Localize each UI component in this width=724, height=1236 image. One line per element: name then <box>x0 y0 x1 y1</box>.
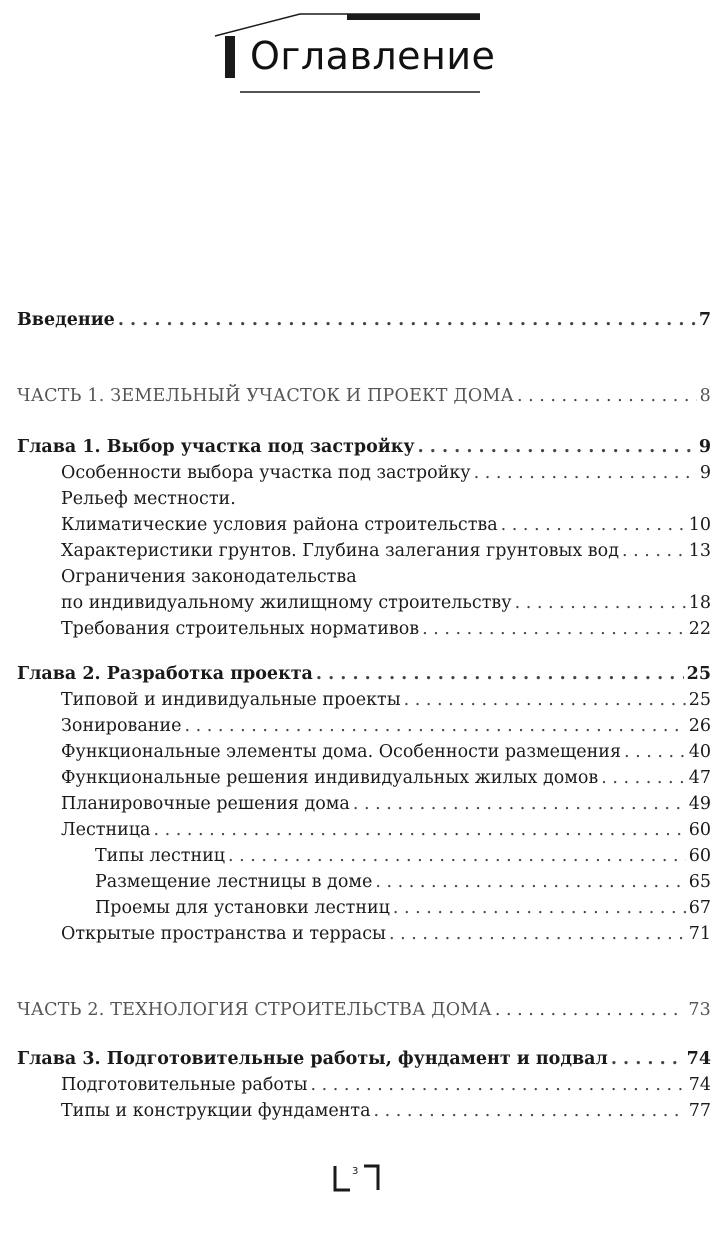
toc-entry[interactable] <box>17 590 711 616</box>
dot-leader <box>495 997 685 1023</box>
toc-entry[interactable] <box>17 538 711 564</box>
toc-entry-title: Особенности выбора участка под застройку <box>61 463 471 483</box>
toc-entry-title: ЧАСТЬ 2. ТЕХНОЛОГИЯ СТРОИТЕЛЬСТВА ДОМА <box>17 1000 492 1020</box>
toc-entry-title: Рельеф местности. <box>61 489 236 509</box>
toc-entry-page: 47 <box>688 768 711 788</box>
dot-leader <box>611 1046 684 1072</box>
toc-entry-page: 67 <box>688 898 711 918</box>
toc-entry-page: 60 <box>688 846 711 866</box>
toc-entry[interactable] <box>17 616 711 642</box>
toc-entry-page: 77 <box>688 1101 711 1121</box>
toc-entry-page: 73 <box>688 1000 711 1020</box>
toc-entry[interactable] <box>17 512 711 538</box>
toc-entry-chapter2[interactable] <box>17 661 711 687</box>
toc-entry-title: Ограничения законодательства <box>61 567 357 587</box>
page-number: 3 <box>352 1166 359 1177</box>
toc-entry-page: 25 <box>688 690 711 710</box>
dot-leader <box>418 434 696 460</box>
toc-entry[interactable] <box>17 713 711 739</box>
dot-leader <box>515 590 686 616</box>
dot-leader <box>316 661 684 687</box>
toc-entry-title: Характеристики грунтов. Глубина залегания грунтовых вод <box>61 541 619 561</box>
toc-entry-page: 65 <box>688 872 711 892</box>
toc-entry[interactable] <box>17 817 711 843</box>
dot-leader <box>624 739 686 765</box>
toc-entry-intro[interactable] <box>17 307 711 333</box>
toc-entry-page: 71 <box>688 924 711 944</box>
toc-entry-page: 8 <box>699 386 711 406</box>
toc-entry-part2[interactable] <box>17 997 711 1023</box>
toc-entry[interactable] <box>17 895 711 921</box>
toc-entry[interactable] <box>17 1072 711 1098</box>
toc-entry-continued[interactable] <box>17 564 357 590</box>
dot-leader <box>118 307 696 333</box>
toc-entry[interactable] <box>17 687 711 713</box>
dot-leader <box>374 1098 686 1124</box>
dot-leader <box>389 921 686 947</box>
toc-entry-title: Планировочные решения дома <box>61 794 350 814</box>
toc-entry-title: Глава 2. Разработка проекта <box>17 664 313 684</box>
dot-leader <box>228 843 686 869</box>
toc-entry-title: Типы лестниц <box>95 846 226 866</box>
toc-entry-title: Открытые пространства и террасы <box>61 924 386 944</box>
toc-entry-continued[interactable] <box>17 486 236 512</box>
dot-leader <box>622 538 686 564</box>
page-title: Оглавление <box>250 34 496 78</box>
toc-entry-page: 60 <box>688 820 711 840</box>
toc-entry[interactable] <box>17 869 711 895</box>
toc-entry[interactable] <box>17 791 711 817</box>
toc-entry-page: 22 <box>688 619 711 639</box>
toc-entry-title: Функциональные решения индивидуальных жилых домов <box>61 768 599 788</box>
dot-leader <box>353 791 686 817</box>
dot-leader <box>311 1072 686 1098</box>
toc-entry-chapter1[interactable] <box>17 434 711 460</box>
toc-entry-page: 25 <box>686 664 711 684</box>
toc-entry-title: Введение <box>17 310 115 330</box>
toc-entry-page: 7 <box>698 310 711 330</box>
toc-entry-title: Требования строительных нормативов <box>61 619 420 639</box>
toc-entry-chapter3[interactable] <box>17 1046 711 1072</box>
toc-entry-page: 9 <box>698 437 711 457</box>
toc-entry-title: Размещение лестницы в доме <box>95 872 373 892</box>
toc-entry-title: по индивидуальному жилищному строительству <box>61 593 512 613</box>
toc-entry[interactable] <box>17 843 711 869</box>
toc-entry-part1[interactable] <box>17 383 711 409</box>
toc-entry-page: 9 <box>699 463 711 483</box>
toc-entry[interactable] <box>17 1098 711 1124</box>
toc-entry-title: Типовой и индивидуальные проекты <box>61 690 401 710</box>
toc-entry-title: ЧАСТЬ 1. ЗЕМЕЛЬНЫЙ УЧАСТОК И ПРОЕКТ ДОМА <box>17 386 514 406</box>
toc-entry[interactable] <box>17 739 711 765</box>
dot-leader <box>474 460 697 486</box>
toc-entry[interactable] <box>17 921 711 947</box>
toc-entry-title: Лестница <box>61 820 151 840</box>
toc-entry-title: Проемы для установки лестниц <box>95 898 390 918</box>
dot-leader <box>375 869 685 895</box>
toc-entry[interactable] <box>17 765 711 791</box>
toc-entry-title: Глава 1. Выбор участка под застройку <box>17 437 415 457</box>
toc-entry-page: 13 <box>688 541 711 561</box>
toc-entry-page: 18 <box>688 593 711 613</box>
page-header <box>0 0 724 110</box>
toc-entry-page: 74 <box>688 1075 711 1095</box>
dot-leader <box>184 713 685 739</box>
toc-entry-title: Климатические условия района строительства <box>61 515 498 535</box>
page-corner-brackets-icon <box>330 1160 390 1200</box>
toc-entry-title: Функциональные элементы дома. Особенности размещения <box>61 742 621 762</box>
dot-leader <box>517 383 697 409</box>
toc-entry-page: 26 <box>688 716 711 736</box>
toc-entry[interactable] <box>17 460 711 486</box>
dot-leader <box>601 765 685 791</box>
toc-entry-page: 49 <box>688 794 711 814</box>
toc-entry-title: Глава 3. Подготовительные работы, фундамент и подвал <box>17 1049 608 1069</box>
toc-entry-page: 74 <box>686 1049 711 1069</box>
dot-leader <box>404 687 686 713</box>
toc-entry-title: Подготовительные работы <box>61 1075 308 1095</box>
dot-leader <box>393 895 686 921</box>
toc-entry-title: Типы и конструкции фундамента <box>61 1101 371 1121</box>
dot-leader <box>501 512 686 538</box>
dot-leader <box>153 817 685 843</box>
toc-entry-title: Зонирование <box>61 716 182 736</box>
toc-entry-page: 40 <box>688 742 711 762</box>
toc-entry-page: 10 <box>688 515 711 535</box>
dot-leader <box>422 616 686 642</box>
